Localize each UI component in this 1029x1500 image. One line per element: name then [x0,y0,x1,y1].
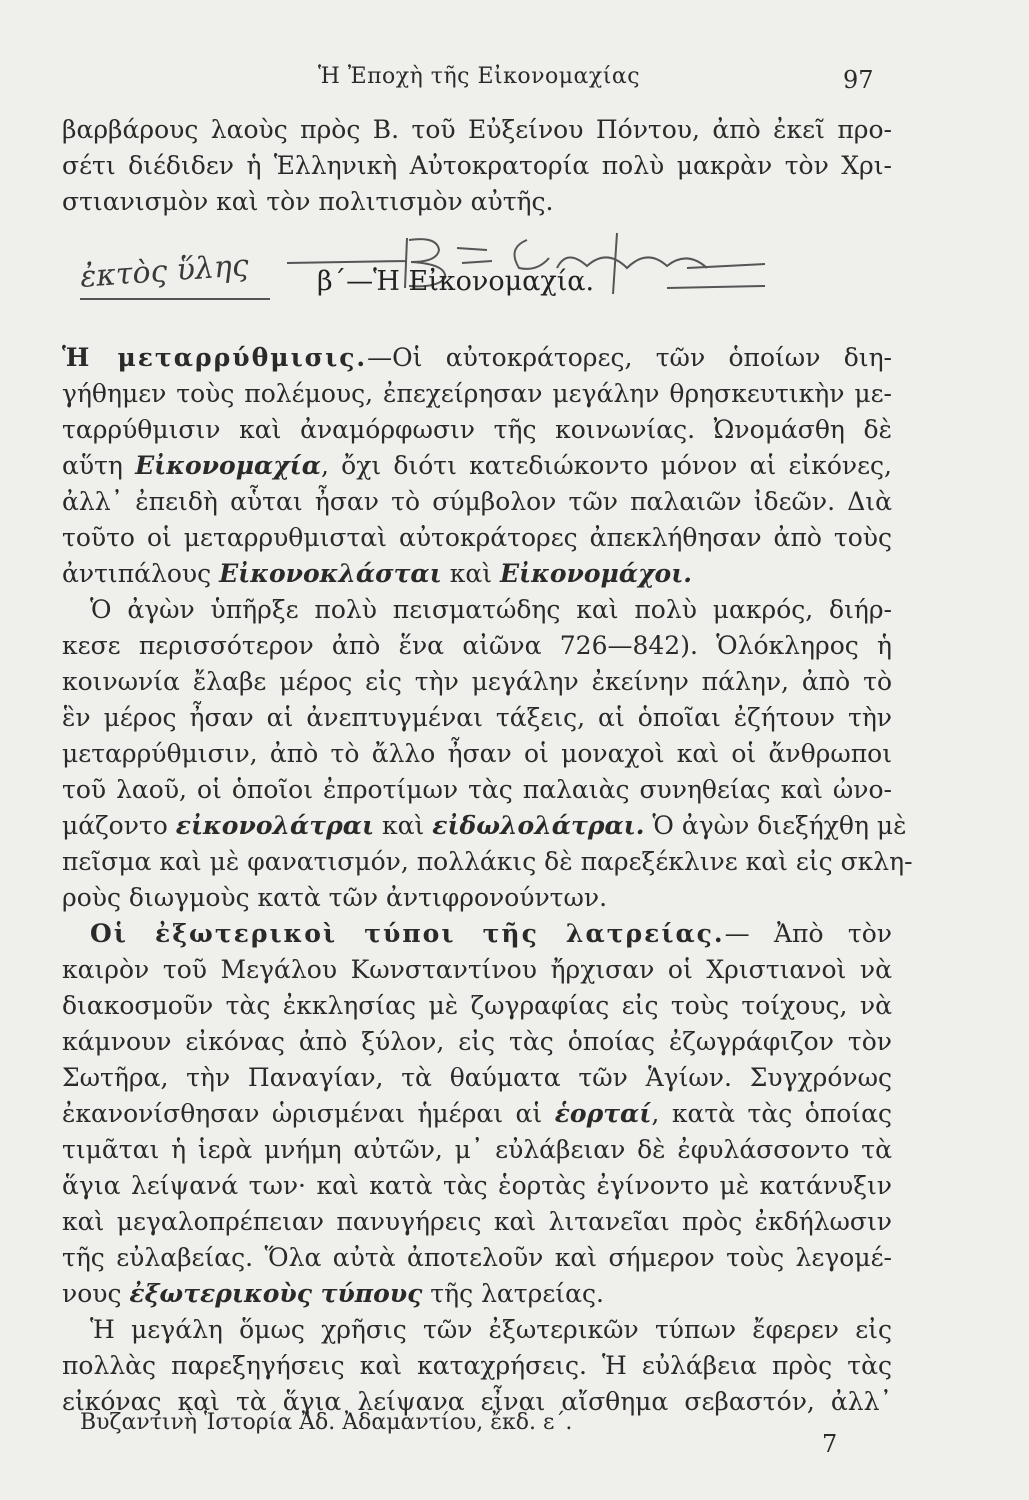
text-line: ἅγια λείψανά των· καὶ κατὰ τὰς ἑορτὰς ἐγίνοντο μὲ κατάνυξιν [62,1171,892,1200]
text-run: Ὁ ἀγὼν διεξήχθη μὲ [644,811,907,840]
text-line: Σωτῆρα, τὴν Παναγίαν, τὰ θαύματα τῶν Ἁγίων. Συγχρόνως [62,1063,892,1092]
text-line: τῆς εὐλαβείας. Ὅλα αὐτὰ ἀποτελοῦν καὶ σήμερον τοὺς λεγομέ- [62,1243,892,1272]
handwritten-underline [80,294,270,300]
emphasis-term: Εἰκονοκλάσται [219,559,442,588]
page-footer [80,1410,860,1458]
paragraph-heading: Οἱ ἐξωτερικοὶ τύποι τῆς λατρείας. [90,919,725,948]
text-line: καιρὸν τοῦ Μεγάλου Κωνσταντίνου ἤρχισαν οἱ Χριστιανοὶ νὰ [62,955,892,984]
text-run: μάζοντο [62,811,176,840]
emphasis-term: Εἰκονομαχία [135,451,322,480]
text-line: διακοσμοῦν τὰς ἐκκλησίας μὲ ζωγραφίας εἰς τοὺς τοίχους, νὰ [62,991,892,1020]
handwritten-margin-note: ἐκτὸς ὕλης [78,248,250,295]
text-line: κοινωνία ἔλαβε μέρος εἰς τὴν μεγάλην ἐκείνην πάλην, ἀπὸ τὸ [62,667,892,696]
section-title: β΄—Ἡ Εἰκονομαχία. [317,266,595,297]
text-line: εἰκόνας καὶ τὰ ἅγια λείψανα εἶναι αἴσθημα σεβαστόν, ἀλλ᾽ [62,1387,892,1416]
emphasis-term: εἰδωλολάτραι. [432,811,645,840]
text-run: ἐκανονίσθησαν ὡρισμέναι ἡμέραι αἱ [62,1099,555,1128]
text-line [62,1276,892,1312]
text-line [62,556,892,592]
text-run: νους [62,1279,130,1308]
text-run: αὕτη [62,451,136,480]
footer-citation: Βυζαντινὴ Ἱστορία Ἀδ. Ἀδαμαντίου, ἔκδ. ε΄. [80,1410,573,1435]
intro-paragraph [62,112,892,220]
text-line: μεταρρύθμισιν, ἀπὸ τὸ ἄλλο ἦσαν οἱ μοναχοὶ καὶ οἱ ἄνθρωποι [62,739,892,768]
text-line: καὶ μεγαλοπρέπειαν πανυγήρεις καὶ λιτανεῖαι πρὸς ἐκδήλωσιν [62,1207,892,1236]
section-heading-row [62,246,892,316]
text-line: ροὺς διωγμοὺς κατὰ τῶν ἀντιφρονούντων. [62,883,608,912]
text-line: Ἡ μεγάλη ὅμως χρῆσις τῶν ἐξωτερικῶν τύπων ἔφερεν εἰς [90,1315,892,1344]
text-line [62,1096,892,1132]
text-line: πεῖσμα καὶ μὲ φανατισμόν, πολλάκις δὲ παρεξέκλινε καὶ εἰς σκλη- [62,847,913,876]
emphasis-term: ἑορταί [554,1099,652,1128]
emphasis-term: Εἰκονομάχοι. [499,559,693,588]
text-line: τοῦτο οἱ μεταρρυθμισταὶ αὐτοκράτορες ἀπεκλήθησαν ἀπὸ τοὺς [62,523,892,552]
text-line: γήθημεν τοὺς πολέμους, ἐπεχείρησαν μεγάλην θρησκευτικὴν με- [62,379,892,408]
paragraph-heading: Ἡ μεταρρύθμισις. [62,343,368,372]
text-run: — Ἀπὸ τὸν [724,919,892,948]
text-line [62,340,892,376]
text-line: ἀλλ᾽ ἐπειδὴ αὗται ἦσαν τὸ σύμβολον τῶν παλαιῶν ἰδεῶν. Διὰ [62,487,892,516]
text-run: —Οἱ αὐτοκράτορες, τῶν ὁποίων διη- [367,343,892,372]
signature-mark: 7 [822,1430,838,1458]
text-run: ἀντιπάλους [62,559,220,588]
text-line: τιμᾶται ἡ ἱερὰ μνήμη αὐτῶν, μ᾽ εὐλάβειαν δὲ ἐφυλάσσοντο τὰ [62,1135,892,1164]
page-number: 97 [843,66,874,94]
text-line: ἓν μέρος ἦσαν αἱ ἀνεπτυγμέναι τάξεις, αἱ ὁποῖαι ἐζήτουν τὴν [62,703,892,732]
text-line [62,448,892,484]
text-line [62,808,907,844]
page-header [0,64,1029,104]
running-title: Ἡ Ἐποχὴ τῆς Εἰκονομαχίας [318,64,641,89]
text-line: τοῦ λαοῦ, οἱ ὁποῖοι ἐπροτίμων τὰς παλαιὰς συνηθείας καὶ ὠνο- [62,775,892,804]
text-line: κάμνουν εἰκόνας ἀπὸ ξύλον, εἰς τὰς ὁποίας ἐζωγράφιζον τὸν [62,1027,892,1056]
text-line: σέτι διέδιδεν ἡ Ἑλληνικὴ Αὐτοκρατορία πολὺ μακρὰν τὸν Χρι- [62,151,892,180]
text-run: , ὄχι διότι κατεδιώκοντο μόνον αἱ εἰκόνες, [321,451,892,480]
text-line: Ὁ ἀγὼν ὑπῆρξε πολὺ πεισματώδης καὶ πολὺ μακρός, διήρ- [90,595,892,624]
text-line [62,916,892,952]
text-run: καὶ [374,811,433,840]
text-line: στιανισμὸν καὶ τὸν πολιτισμὸν αὐτῆς. [62,187,554,216]
text-run: καὶ [441,559,500,588]
emphasis-term: εἰκονολάτραι [175,811,375,840]
emphasis-term: ἐξωτερικοὺς τύπους [129,1279,423,1308]
text-run: τῆς λατρείας. [422,1279,604,1308]
text-run: , κατὰ τὰς ὁποίας [651,1099,892,1128]
text-line: πολλὰς παρεξηγήσεις καὶ καταχρήσεις. Ἡ εὐλάβεια πρὸς τὰς [62,1351,892,1380]
main-text [62,340,913,1420]
text-line: κεσε περισσότερον ἀπὸ ἕνα αἰῶνα 726—842). Ὁλόκληρος ἡ [62,631,892,660]
text-line: ταρρύθμισιν καὶ ἀναμόρφωσιν τῆς κοινωνίας. Ὠνομάσθη δὲ [62,415,892,444]
text-line: βαρβάρους λαοὺς πρὸς Β. τοῦ Εὐξείνου Πόντου, ἀπὸ ἐκεῖ προ- [62,115,892,144]
